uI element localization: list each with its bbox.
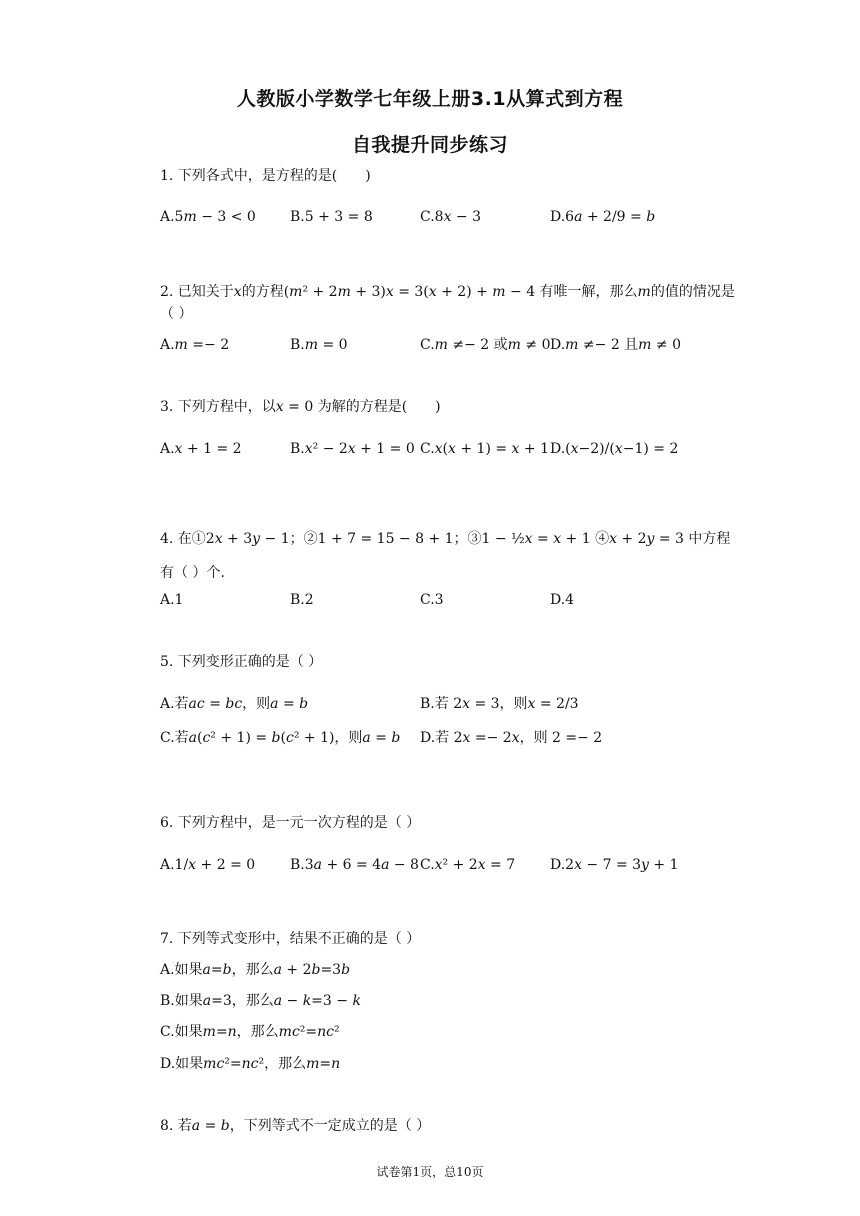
question-1-option-a: A.5𝑚 − 3 < 0 xyxy=(160,209,256,225)
question-7-option-c: C.如果𝑚=𝑛，那么𝑚𝑐²=𝑛𝑐² xyxy=(160,1024,340,1040)
question-6-option-a: A.1/𝑥 + 2 = 0 xyxy=(160,857,256,873)
question-3-option-c: C.𝑥(𝑥 + 1) = 𝑥 + 1 xyxy=(420,441,549,457)
question-6-option-d: D.2𝑥 − 7 = 3𝑦 + 1 xyxy=(550,857,679,873)
question-3-option-d: D.(𝑥−2)/(𝑥−1) = 2 xyxy=(550,441,679,457)
question-6-option-c: C.𝑥² + 2𝑥 = 7 xyxy=(420,857,516,873)
question-2-stem: 2. 已知关于𝑥的方程(𝑚² + 2𝑚 + 3)𝑥 = 3(𝑥 + 2) + 𝑚 − 4 有唯一解，那么𝑚的值的情况是（ ） xyxy=(160,284,735,322)
question-2-option-a: A.𝑚 =− 2 xyxy=(160,337,230,353)
question-4-stem: 4. 在①2𝑥 + 3𝑦 − 1；②1 + 7 = 15 − 8 + 1；③1 − ½𝑥 = 𝑥 + 1 ④𝑥 + 2𝑦 = 3 中方程有（ ）个. xyxy=(160,531,731,581)
question-4-option-d: D.4 xyxy=(550,592,575,608)
question-2-option-b: B.𝑚 = 0 xyxy=(290,337,348,353)
question-3-stem: 3. 下列方程中，以𝑥 = 0 为解的方程是( ) xyxy=(160,399,441,415)
question-2-option-c: C.𝑚 ≠− 2 或𝑚 ≠ 0 xyxy=(420,337,551,353)
question-7-stem: 7. 下列等式变形中，结果不正确的是（ ） xyxy=(160,931,421,947)
question-7-option-b: B.如果𝑎=3，那么𝑎 − 𝑘=3 − 𝑘 xyxy=(160,993,361,1009)
question-5-option-c: C.若𝑎(𝑐² + 1) = 𝑏(𝑐² + 1)，则𝑎 = 𝑏 xyxy=(160,730,401,746)
question-5-option-b: B.若 2𝑥 = 3，则𝑥 = 2/3 xyxy=(420,696,579,712)
question-1-option-d: D.6𝑎 + 2/9 = 𝑏 xyxy=(550,209,656,225)
question-7-option-d: D.如果𝑚𝑐²=𝑛𝑐²，那么𝑚=𝑛 xyxy=(160,1056,341,1072)
question-5-option-a: A.若𝑎𝑐 = 𝑏𝑐，则𝑎 = 𝑏 xyxy=(160,696,309,712)
question-5-stem: 5. 下列变形正确的是（ ） xyxy=(160,654,323,670)
question-3-option-a: A.𝑥 + 1 = 2 xyxy=(160,441,242,457)
question-6-option-b: B.3𝑎 + 6 = 4𝑎 − 8 xyxy=(290,857,419,873)
question-1-option-c: C.8𝑥 − 3 xyxy=(420,209,482,225)
question-8-stem: 8. 若𝑎 = 𝑏，下列等式不一定成立的是（ ） xyxy=(160,1118,431,1134)
question-4-option-c: C.3 xyxy=(420,592,444,608)
page-title: 人教版小学数学七年级上册3.1从算式到方程 xyxy=(236,88,624,110)
question-1-option-b: B.5 + 3 = 8 xyxy=(290,209,373,225)
page-subtitle: 自我提升同步练习 xyxy=(351,134,508,156)
question-5-option-d: D.若 2𝑥 =− 2𝑥，则 2 =− 2 xyxy=(420,730,603,746)
question-3-option-b: B.𝑥² − 2𝑥 + 1 = 0 xyxy=(290,441,415,457)
question-2-option-d: D.𝑚 ≠− 2 且𝑚 ≠ 0 xyxy=(550,337,681,353)
question-4-option-a: A.1 xyxy=(160,592,184,608)
question-6-stem: 6. 下列方程中，是一元一次方程的是（ ） xyxy=(160,815,421,831)
question-1-stem: 1. 下列各式中，是方程的是( ) xyxy=(160,168,371,184)
question-4-option-b: B.2 xyxy=(290,592,314,608)
page-footer: 试卷第1页，总10页 xyxy=(376,1165,484,1179)
question-7-option-a: A.如果𝑎=𝑏，那么𝑎 + 2𝑏=3𝑏 xyxy=(160,962,351,978)
